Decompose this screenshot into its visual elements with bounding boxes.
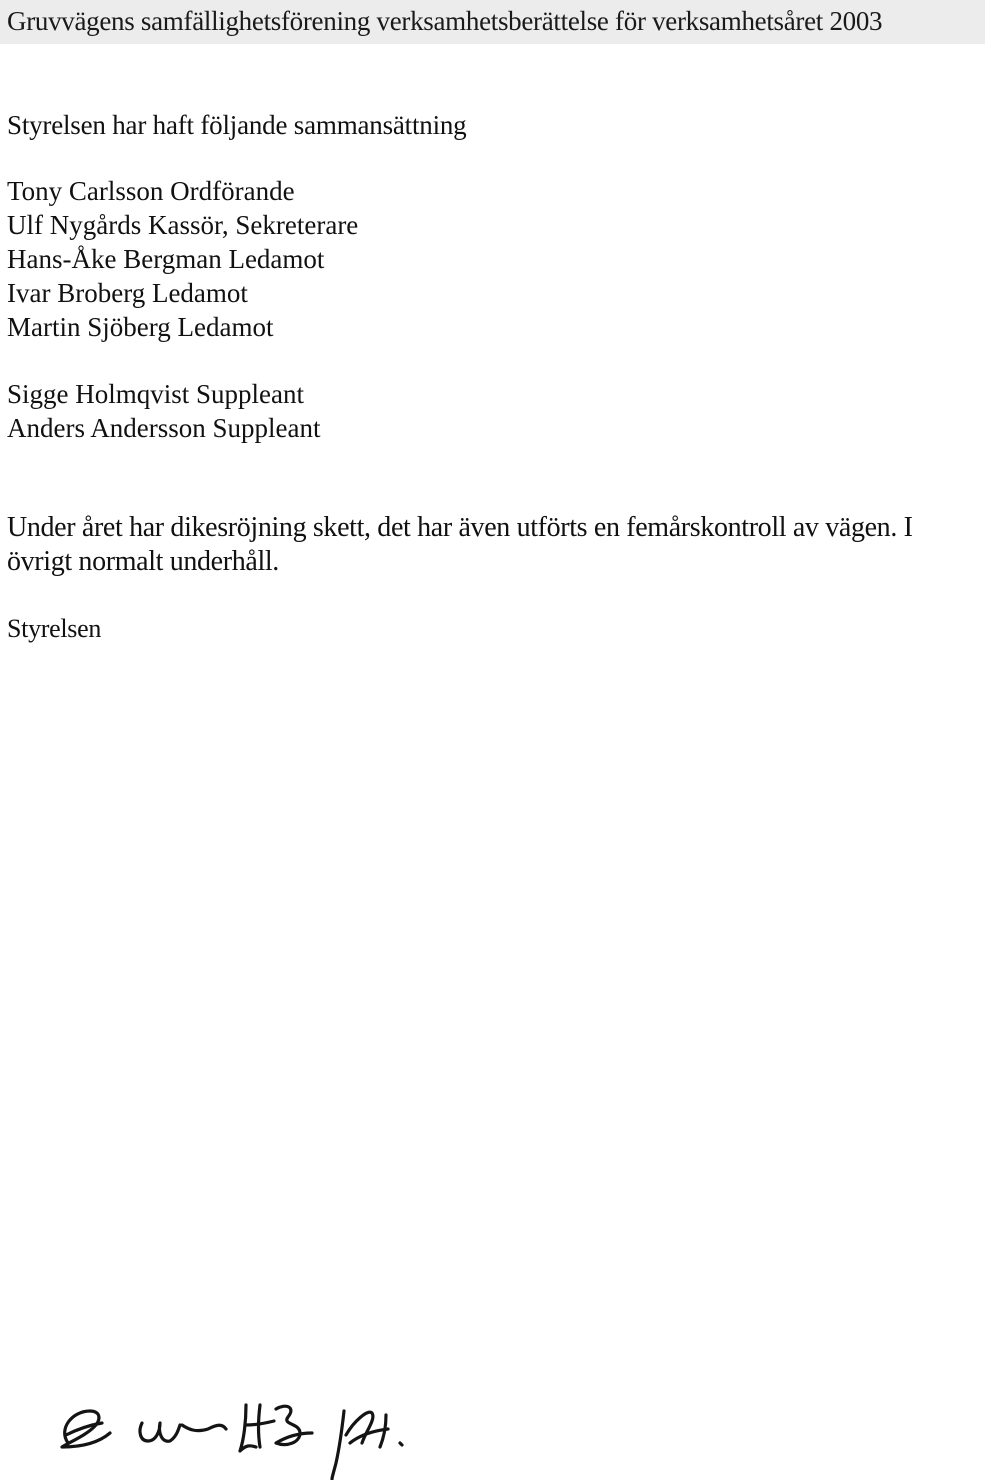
board-member-treasurer: Ulf Nygårds Kassör, Sekreterare [7,210,359,240]
activity-paragraph-line-1: Under året har dikesröjning skett, det har även utförts en femårskontroll av vägen. I [7,512,913,543]
board-member-member-1: Hans-Åke Bergman Ledamot [7,244,325,274]
handwritten-signature [50,1385,440,1480]
sign-off: Styrelsen [7,614,102,643]
deputy-member-1: Sigge Holmqvist Suppleant [7,379,304,409]
board-heading: Styrelsen har haft följande sammansättning [7,110,467,140]
board-member-member-2: Ivar Broberg Ledamot [7,278,248,308]
activity-paragraph-line-2: övrigt normalt underhåll. [7,546,279,577]
board-member-chair: Tony Carlsson Ordförande [7,176,295,206]
board-member-member-3: Martin Sjöberg Ledamot [7,312,274,342]
deputy-member-2: Anders Andersson Suppleant [7,413,321,443]
document-title: Gruvvägens samfällighetsförening verksamhetsberättelse för verksamhetsåret 2003 [7,6,883,36]
